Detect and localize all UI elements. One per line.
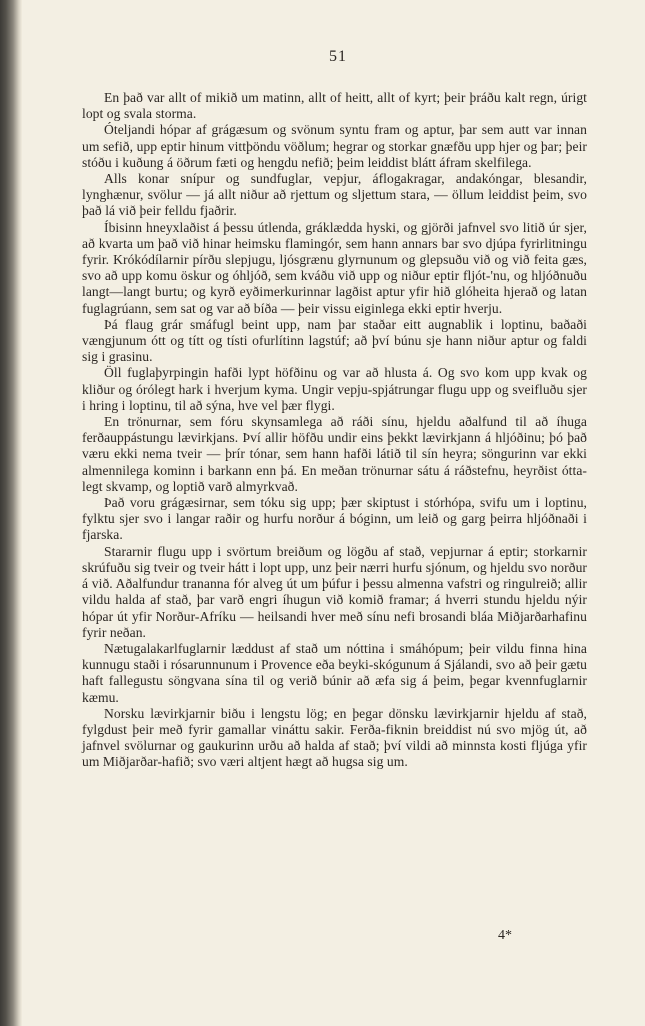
paragraph: Alls konar snípur og sundfuglar, vepjur, áflogakragar, andakóngar, blesandir, lynghænur, svölur — já allt niður að rjettum og sljettum stara, — öllum leiddist þeim, svo það lá við þeir felldu fjaðrir. (82, 171, 587, 219)
paragraph: En trönurnar, sem fóru skynsamlega að ráði sínu, hjeldu aðalfund til að íhuga ferðauppástungu lævirkjans. Því allir höfðu undir eins þekkt lævirkjann á hljóðinu; þó það væru ekki nema tveir — þrír tónar, sem hann hafði látið til sín heyra; söngurinn var ekki almennilega kominn i barkann enn þá. En meðan trönurnar sátu á ráðstefnu, heyrðist ótta-legt skvamp, og loptið varð almyrkvað. (82, 414, 587, 494)
book-spine-gutter (0, 0, 22, 1026)
body-text (82, 90, 587, 771)
paragraph: Öll fuglaþyrpingin hafði lypt höfðinu og var að hlusta á. Og svo kom upp kvak og kliður og órólegt hark i hverjum kyma. Ungir vepju-spjátrungar flugu upp og sveifluðu sjer i hring i loptinu, til að sýna, hve vel þær flygi. (82, 365, 587, 413)
paragraph: Það voru grágæsirnar, sem tóku sig upp; þær skiptust i stórhópa, svifu um i loptinu, fylktu sjer svo i langar raðir og hurfu norður á bóginn, um leið og garg þeirra hljóðnaði i fjarska. (82, 495, 587, 543)
paragraph: Íbisinn hneyxlaðist á þessu útlenda, gráklædda hyski, og gjörði jafnvel svo litið úr sjer, að kvarta um það við hinar heimsku flamingór, sem hann annars bar svo djúpa fyrirlitningu fyrir. Krókódílarnir pírðu slepjugu, ljósgrænu glyrnunum og glepsuðu við og við feita gæs, svo að upp komu öskur og óhljóð, sem kváðu við upp og niður eptir fljót-'nu, og hljóðnuðu langt—langt burtu; og kyrð eyðimerkurinnar lagðist aptur yfir hið glóheita hjerað og latan fuglagrúann, sem sat og var að bíða — þeir vissu eiginlega ekki eptir hverju. (82, 219, 587, 316)
paragraph: Þá flaug grár smáfugl beint upp, nam þar staðar eitt augnablik i loptinu, baðaði vængjunum ótt og títt og tísti ofurlítinn lagstúf; að því búnu sje hann niður aptur og faldi sig i grasinu. (82, 316, 587, 365)
paragraph: Nætugalakarlfuglarnir læddust af stað um nóttina i smáhópum; þeir vildu finna hina kunnugu staði i rósarunnunum i Provence eða beyki-skógunum á Sjálandi, svo að þeir gætu haft fallegustu söngvana sína til og verið búnir að æfa sig á þeim, þegar kvennfuglarnir kæmu. (82, 640, 587, 705)
signature-mark: 4* (498, 928, 512, 943)
paragraph: En það var allt of mikið um matinn, allt of heitt, allt of kyrt; þeir þráðu kalt regn, úrigt lopt og svala storma. (82, 90, 587, 122)
paragraph: Óteljandi hópar af grágæsum og svönum syntu fram og aptur, þar sem autt var innan um sefið, upp eptir hinum vittþöndu vöðlum; hegrar og storkar gnæfðu upp hjer og þar; þeir stóðu i kuðung á öðrum fæti og hengdu nefið; þeim leiddist blátt áfram skelfilega. (82, 122, 587, 170)
paragraph: Stararnir flugu upp i svörtum breiðum og lögðu af stað, vepjurnar á eptir; storkarnir skrúfuðu sig tveir og tveir hátt i lopt upp, unz þeir nærri hurfu sjónum, og hjeldu svo norður á við. Aðalfundur trananna fór alveg út um þúfur i þessu almenna vafstri og ringulreið; allir vildu halda af stað, þar varð engri íhugun við komið framar; á hverri stundu hjeldu nýir hópar út yfir Norður-Afríku — heilsandi hver með sínu nefi brosandi bláa Miðjarðarhafinu fyrir neðan. (82, 543, 587, 640)
page-number: 51 (329, 48, 347, 65)
book-page (22, 0, 645, 1026)
paragraph: Norsku lævirkjarnir biðu i lengstu lög; en þegar dönsku lævirkjarnir hjeldu af stað, fylgdust þeir með fyrir gamallar vináttu sakir. Ferða-fiknin breiddist nú svo mjög út, að jafnvel svölurnar og gaukurinn urðu að halda af stað; því vildi að minnsta kosti fljúga yfir um Miðjarðar-hafið; svo væri altjent hægt að hugsa sig um. (82, 705, 587, 770)
